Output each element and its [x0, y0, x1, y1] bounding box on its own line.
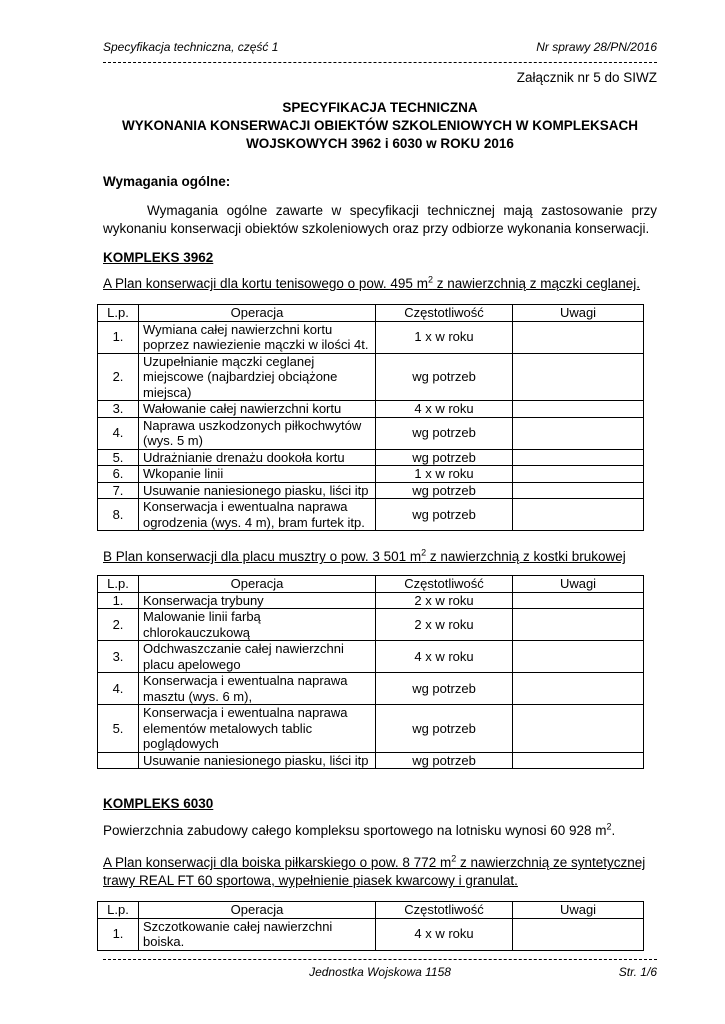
doc-title-3: WOJSKOWYCH 3962 i 6030 w ROKU 2016 — [246, 136, 514, 151]
row-operation: Konserwacja trybuny — [139, 592, 376, 609]
plan-a-3962-sup: 2 — [427, 274, 433, 285]
row-operation: Konserwacja i ewentualna naprawa elementów metalowych tablic poglądowych — [139, 705, 376, 753]
row-lp: 3. — [98, 401, 139, 418]
header-divider — [103, 62, 657, 65]
general-heading: Wymagania ogólne: — [103, 174, 231, 189]
row-lp: 6. — [98, 466, 139, 483]
row-lp: 2. — [98, 353, 139, 401]
row-frequency: wg potrzeb — [376, 673, 513, 705]
col-lp: L.p. — [98, 305, 139, 322]
table-header-row — [98, 576, 644, 593]
col-lp: L.p. — [98, 902, 139, 919]
row-lp: 4. — [98, 673, 139, 705]
row-notes — [513, 321, 644, 353]
footer-center: Jednostka Wojskowa 1158 — [309, 965, 451, 979]
plan-a-6030-text-end: z nawierzchnią ze syntetycznej trawy REAL FT 60 sportowa, wypełnienie piasek kwarcowy i granulat. — [103, 855, 646, 888]
row-notes — [513, 592, 644, 609]
table-header-row — [98, 305, 644, 322]
row-operation: Konserwacja i ewentualna naprawa ogrodzenia (wys. 4 m), bram furtek itp. — [139, 499, 376, 531]
row-notes — [513, 918, 644, 950]
area-6030 — [103, 822, 657, 840]
plan-b-3962-text: B Plan konserwacji dla placu musztry o pow. 3 501 m — [103, 549, 422, 564]
row-frequency: 2 x w roku — [376, 592, 513, 609]
general-paragraph — [103, 202, 657, 238]
row-frequency: wg potrzeb — [376, 449, 513, 466]
row-lp: 8. — [98, 499, 139, 531]
row-operation: Usuwanie naniesionego piasku, liści itp — [139, 482, 376, 499]
area-6030-sup: 2 — [606, 821, 612, 832]
row-lp: 1. — [98, 918, 139, 950]
table-6030-a — [97, 901, 644, 951]
row-lp: 5. — [98, 705, 139, 753]
table-3962-b — [97, 575, 644, 769]
row-frequency: wg potrzeb — [376, 417, 513, 449]
row-notes — [513, 752, 644, 769]
row-frequency: 4 x w roku — [376, 918, 513, 950]
plan-a-3962-text-end: z nawierzchnią z mączki ceglanej. — [432, 276, 641, 291]
row-notes — [513, 353, 644, 401]
table-row — [98, 592, 644, 609]
col-op: Operacja — [139, 305, 376, 322]
table-row — [98, 641, 644, 673]
table-row — [98, 466, 644, 483]
col-op: Operacja — [139, 902, 376, 919]
table-row — [98, 353, 644, 401]
row-lp — [98, 752, 139, 769]
row-notes — [513, 466, 644, 483]
row-frequency: wg potrzeb — [376, 353, 513, 401]
col-freq: Częstotliwość — [376, 305, 513, 322]
row-operation: Wymiana całej nawierzchni kortu poprzez nawiezienie mączki w ilości 4t. — [139, 321, 376, 353]
row-operation: Naprawa uszkodzonych piłkochwytów (wys. 5 m) — [139, 417, 376, 449]
row-frequency: 4 x w roku — [376, 641, 513, 673]
table-row — [98, 417, 644, 449]
row-frequency: 1 x w roku — [376, 466, 513, 483]
section-heading-6030: KOMPLEKS 6030 — [103, 796, 214, 811]
table-row — [98, 449, 644, 466]
row-lp: 1. — [98, 321, 139, 353]
row-notes — [513, 705, 644, 753]
row-notes — [513, 641, 644, 673]
table-row — [98, 918, 644, 950]
annex-label: Załącznik nr 5 do SIWZ — [516, 70, 657, 85]
row-notes — [513, 499, 644, 531]
table-row — [98, 609, 644, 641]
row-notes — [513, 417, 644, 449]
table-row — [98, 673, 644, 705]
header-left: Specyfikacja techniczna, część 1 — [103, 40, 279, 54]
row-operation: Usuwanie naniesionego piasku, liści itp — [139, 752, 376, 769]
row-operation: Udrażnianie drenażu dookoła kortu — [139, 449, 376, 466]
footer-right: Str. 1/6 — [618, 965, 657, 979]
plan-a-6030-text: A Plan konserwacji dla boiska piłkarskiego o pow. 8 772 m — [103, 855, 452, 870]
plan-b-3962-title — [103, 548, 657, 566]
row-frequency: wg potrzeb — [376, 499, 513, 531]
table-row — [98, 752, 644, 769]
row-lp: 1. — [98, 592, 139, 609]
row-lp: 2. — [98, 609, 139, 641]
col-lp: L.p. — [98, 576, 139, 593]
row-notes — [513, 609, 644, 641]
area-6030-text: Powierzchnia zabudowy całego kompleksu sportowego na lotnisku wynosi 60 928 m — [103, 823, 607, 838]
table-row — [98, 482, 644, 499]
col-freq: Częstotliwość — [376, 576, 513, 593]
table-row — [98, 499, 644, 531]
table-header-row — [98, 902, 644, 919]
general-text: Wymagania ogólne zawarte w specyfikacji technicznej mają zastosowanie przy wykonaniu konserwacji obiektów szkoleniowych oraz przy odbiorze wykonania konserwacji. — [103, 203, 657, 236]
row-operation: Malowanie linii farbą chlorokauczukową — [139, 609, 376, 641]
row-frequency: wg potrzeb — [376, 752, 513, 769]
row-operation: Odchwaszczanie całej nawierzchni placu apelowego — [139, 641, 376, 673]
doc-title-2: WYKONANIA KONSERWACJI OBIEKTÓW SZKOLENIOWYCH W KOMPLEKSACH — [122, 118, 638, 133]
row-notes — [513, 449, 644, 466]
row-operation: Konserwacja i ewentualna naprawa masztu (wys. 6 m), — [139, 673, 376, 705]
footer-divider — [103, 959, 657, 962]
row-notes — [513, 482, 644, 499]
table-row — [98, 321, 644, 353]
plan-a-6030-sup: 2 — [451, 853, 457, 864]
row-lp: 4. — [98, 417, 139, 449]
row-frequency: wg potrzeb — [376, 482, 513, 499]
table-3962-a — [97, 304, 644, 531]
plan-b-3962-text-end: z nawierzchnią z kostki brukowej — [426, 549, 626, 564]
row-lp: 5. — [98, 449, 139, 466]
plan-a-6030-title — [103, 854, 657, 890]
plan-b-3962-sup: 2 — [421, 547, 427, 558]
row-frequency: wg potrzeb — [376, 705, 513, 753]
row-notes — [513, 673, 644, 705]
row-lp: 7. — [98, 482, 139, 499]
col-op: Operacja — [139, 576, 376, 593]
row-frequency: 4 x w roku — [376, 401, 513, 418]
row-operation: Szczotkowanie całej nawierzchni boiska. — [139, 918, 376, 950]
col-notes: Uwagi — [513, 902, 644, 919]
doc-title-1: SPECYFIKACJA TECHNICZNA — [282, 100, 478, 115]
row-operation: Uzupełnianie mączki ceglanej miejscowe (najbardziej obciążone miejsca) — [139, 353, 376, 401]
col-freq: Częstotliwość — [376, 902, 513, 919]
row-operation: Wałowanie całej nawierzchni kortu — [139, 401, 376, 418]
col-notes: Uwagi — [513, 576, 644, 593]
page-header — [103, 40, 657, 54]
row-lp: 3. — [98, 641, 139, 673]
row-notes — [513, 401, 644, 418]
table-row — [98, 401, 644, 418]
area-6030-end: . — [611, 823, 616, 838]
col-notes: Uwagi — [513, 305, 644, 322]
row-operation: Wkopanie linii — [139, 466, 376, 483]
table-row — [98, 705, 644, 753]
row-frequency: 1 x w roku — [376, 321, 513, 353]
header-right: Nr sprawy 28/PN/2016 — [536, 40, 657, 54]
section-heading-3962: KOMPLEKS 3962 — [103, 250, 214, 265]
row-frequency: 2 x w roku — [376, 609, 513, 641]
plan-a-3962-title — [103, 275, 657, 293]
plan-a-3962-text: A Plan konserwacji dla kortu tenisowego o pow. 495 m — [103, 276, 428, 291]
